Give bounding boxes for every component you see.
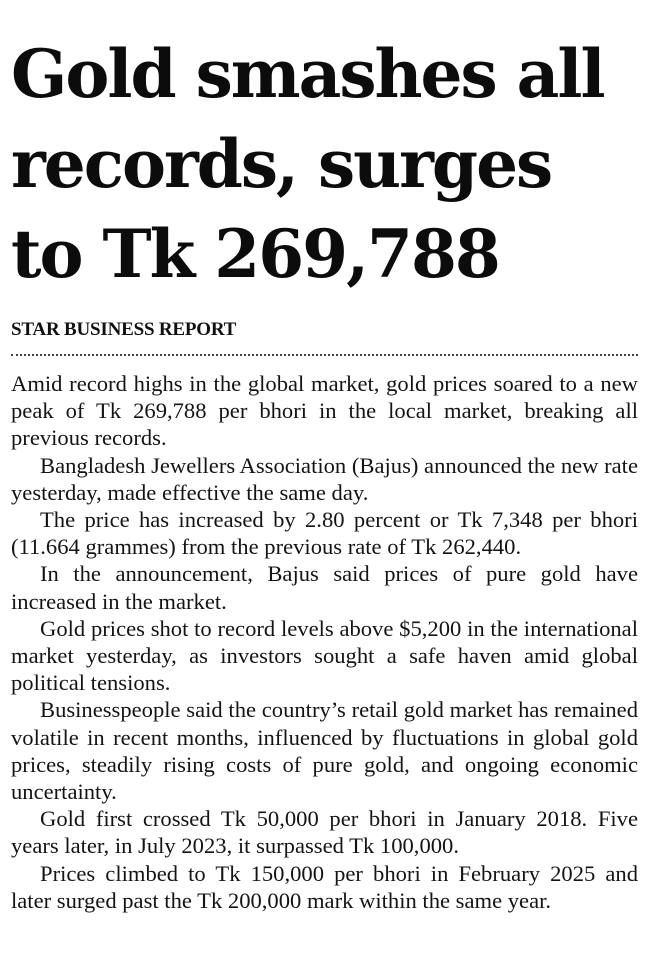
article-paragraph: Prices climbed to Tk 150,000 per bhori in February 2025 and later surged past the Tk 200,000 mark within the same year. [11, 860, 638, 913]
article-paragraph: Amid record highs in the global market, gold prices soared to a new peak of Tk 269,788 per bhori in the local market, breaking all previous records. [11, 371, 638, 451]
article-paragraph: In the announcement, Bajus said prices of pure gold have increased in the market. [11, 561, 638, 614]
headline [11, 0, 638, 299]
article-paragraph: Gold first crossed Tk 50,000 per bhori in January 2018. Five years later, in July 2023, it surpassed Tk 100,000. [11, 806, 638, 859]
article-paragraph: Gold prices shot to record levels above $5,200 in the international market yesterday, as investors sought a safe haven amid global political tensions. [11, 615, 638, 696]
article-paragraph: Businesspeople said the country’s retail gold market has remained volatile in recent months, influenced by fluctuations in global gold prices, steadily rising costs of pure gold, and ongoing economic uncertainty. [11, 697, 638, 805]
byline: STAR BUSINESS REPORT [11, 319, 237, 340]
news-article [11, 0, 638, 914]
article-paragraph: Bangladesh Jewellers Association (Bajus) announced the new rate yesterday, made effective the same day. [11, 452, 638, 505]
headline-line: to Tk 269,788 [11, 215, 499, 293]
headline-line: records, surges [11, 125, 552, 203]
headline-line: Gold smashes all [11, 35, 604, 113]
article-paragraph: The price has increased by 2.80 percent or Tk 7,348 per bhori (11.664 grammes) from the previous rate of Tk 262,440. [11, 507, 638, 560]
dotted-divider [11, 354, 638, 356]
article-body [11, 370, 638, 914]
